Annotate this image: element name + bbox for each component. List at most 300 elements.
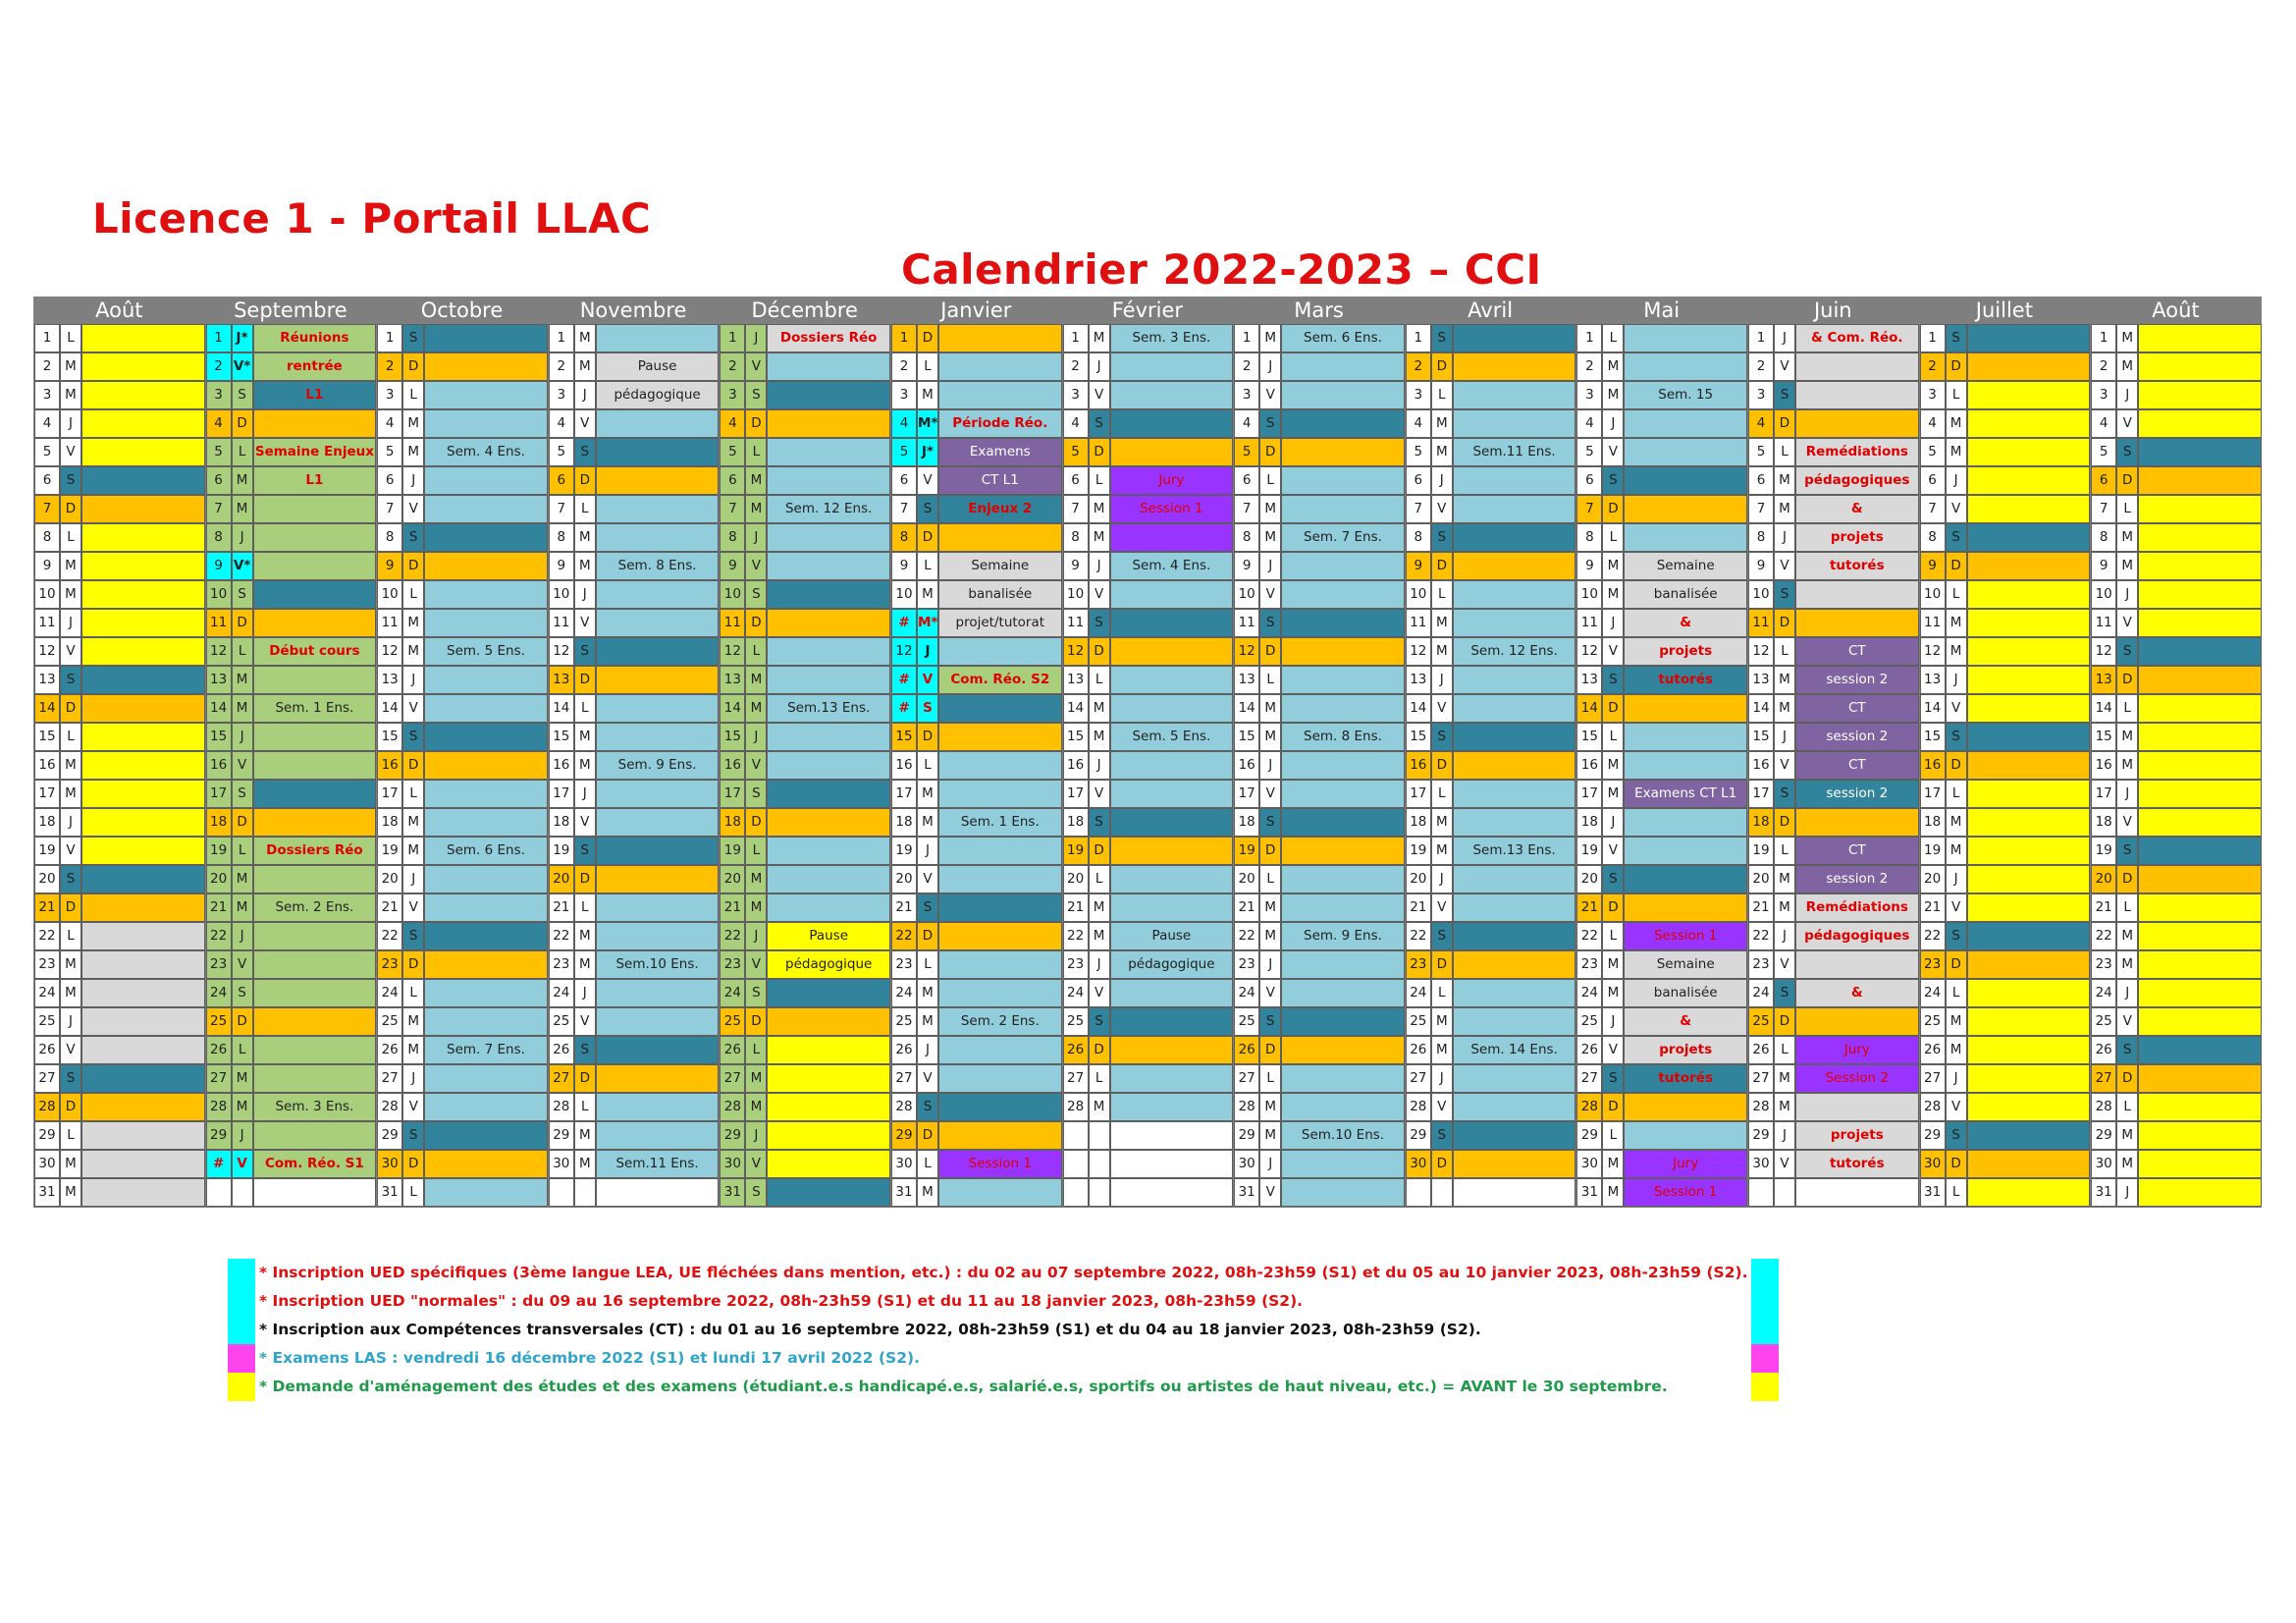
day-number: 4: [1576, 409, 1602, 438]
day-number: 23: [1063, 950, 1089, 979]
day-number: 11: [206, 609, 232, 637]
day-number: 3: [891, 381, 917, 409]
day-number: 24: [206, 979, 232, 1007]
calendar-cell: [1624, 466, 1747, 495]
day-number: 2: [1234, 352, 1259, 381]
weekday-letter: L: [1946, 381, 1967, 409]
calendar-cell: [1281, 666, 1405, 694]
calendar-entry: banalisée: [938, 580, 1062, 609]
calendar-cell: [1110, 381, 1234, 409]
day-number: 7: [549, 495, 574, 523]
day-number: 11: [1234, 609, 1259, 637]
calendar-entry: Sem. 1 Ens.: [253, 694, 377, 723]
weekday-letter: S: [2116, 637, 2138, 666]
weekday-letter: S: [574, 837, 596, 865]
weekday-letter: M: [1259, 922, 1281, 950]
day-number: 7: [1406, 495, 1431, 523]
weekday-letter: D: [402, 552, 424, 580]
day-number: 6: [1063, 466, 1089, 495]
calendar-entry: Sem. 3 Ens.: [253, 1093, 377, 1121]
weekday-letter: L: [2116, 495, 2138, 523]
day-number: 7: [891, 495, 917, 523]
calendar-entry: Remédiations: [1795, 438, 1919, 466]
weekday-letter: M: [1774, 666, 1795, 694]
day-number: 14: [34, 694, 60, 723]
weekday-letter: M: [745, 466, 767, 495]
calendar-cell: [1453, 666, 1576, 694]
calendar-cell: [1281, 381, 1405, 409]
day-number: 5: [1406, 438, 1431, 466]
weekday-letter: S: [574, 1036, 596, 1064]
calendar-entry: Sem. 4 Ens.: [424, 438, 548, 466]
weekday-letter: [1089, 1150, 1110, 1178]
day-number: 3: [720, 381, 745, 409]
day-number: 18: [1576, 808, 1602, 837]
calendar-cell: [424, 666, 548, 694]
day-number: 4: [549, 409, 574, 438]
weekday-letter: S: [1431, 723, 1453, 751]
day-number: 30: [1576, 1150, 1602, 1178]
weekday-letter: M: [574, 751, 596, 780]
weekday-letter: M: [1602, 580, 1624, 609]
day-number: 4: [1063, 409, 1089, 438]
weekday-letter: V: [1259, 381, 1281, 409]
calendar-cell: [596, 466, 720, 495]
weekday-letter: D: [60, 893, 81, 922]
legend-item: * Inscription aux Compétences transversales (CT) : du 01 au 16 septembre 2022, 08h-23h59 (S1) et du 04 au 18 janvier 2023, 08h-23h59 (S2).: [259, 1321, 1481, 1338]
calendar-entry: projets: [1624, 1036, 1747, 1064]
calendar-cell: [596, 922, 720, 950]
weekday-letter: D: [232, 609, 253, 637]
weekday-letter: M: [1602, 780, 1624, 808]
weekday-letter: S: [1089, 1007, 1110, 1036]
calendar-entry: Sem. 6 Ens.: [1281, 324, 1405, 352]
day-number: 24: [549, 979, 574, 1007]
day-number: 18: [549, 808, 574, 837]
calendar-entry: CT L1: [938, 466, 1062, 495]
calendar-entry: Sem. 3 Ens.: [1110, 324, 1234, 352]
weekday-letter: L: [917, 751, 938, 780]
weekday-letter: D: [574, 466, 596, 495]
weekday-letter: J: [2116, 780, 2138, 808]
day-number: 23: [720, 950, 745, 979]
weekday-letter: M: [1259, 1093, 1281, 1121]
day-number: 16: [34, 751, 60, 780]
calendar-entry: Sem. 14 Ens.: [1453, 1036, 1576, 1064]
weekday-letter: M: [2116, 751, 2138, 780]
calendar-entry: Semaine Enjeux: [253, 438, 377, 466]
calendar-entry: Sem.11 Ens.: [1453, 438, 1576, 466]
day-number: 1: [1234, 324, 1259, 352]
weekday-letter: M: [402, 808, 424, 837]
weekday-letter: J: [1431, 666, 1453, 694]
weekday-letter: L: [60, 324, 81, 352]
calendar-cell: [767, 1007, 890, 1036]
day-number: 18: [1920, 808, 1946, 837]
calendar-cell: [81, 438, 205, 466]
day-number: 30: [1234, 1150, 1259, 1178]
weekday-letter: S: [1946, 922, 1967, 950]
weekday-letter: M: [745, 865, 767, 893]
day-number: 23: [2091, 950, 2116, 979]
calendar-cell: [596, 1121, 720, 1150]
day-number: 5: [1576, 438, 1602, 466]
day-number: 29: [1234, 1121, 1259, 1150]
weekday-letter: D: [1259, 637, 1281, 666]
day-number: 2: [1406, 352, 1431, 381]
day-number: 6: [2091, 466, 2116, 495]
weekday-letter: D: [232, 409, 253, 438]
day-number: 15: [720, 723, 745, 751]
calendar-cell: [81, 666, 205, 694]
day-number: 10: [34, 580, 60, 609]
calendar-cell: [2138, 580, 2262, 609]
calendar-cell: [596, 609, 720, 637]
day-number: 23: [891, 950, 917, 979]
calendar-cell: [2138, 609, 2262, 637]
calendar-cell: [424, 609, 548, 637]
day-number: 23: [1406, 950, 1431, 979]
day-number: 10: [720, 580, 745, 609]
day-number: 24: [1234, 979, 1259, 1007]
calendar-cell: [596, 1007, 720, 1036]
weekday-letter: L: [1602, 1121, 1624, 1150]
calendar-cell: [938, 837, 1062, 865]
calendar-cell: [1967, 950, 2091, 979]
day-number: 19: [1920, 837, 1946, 865]
calendar-cell: [81, 723, 205, 751]
day-number: 21: [1063, 893, 1089, 922]
calendar-entry: Pause: [596, 352, 720, 381]
calendar-cell: [253, 780, 377, 808]
weekday-letter: J: [232, 922, 253, 950]
day-number: [1748, 1178, 1774, 1207]
day-number: 11: [1748, 609, 1774, 637]
day-number: 24: [1063, 979, 1089, 1007]
calendar-cell: [1281, 1036, 1405, 1064]
calendar-cell: [1453, 466, 1576, 495]
day-number: 22: [1406, 922, 1431, 950]
calendar-cell: [938, 979, 1062, 1007]
calendar-cell: [81, 381, 205, 409]
calendar-cell: [1281, 466, 1405, 495]
weekday-letter: J: [402, 666, 424, 694]
weekday-letter: M: [574, 552, 596, 580]
calendar-cell: [1281, 1007, 1405, 1036]
day-number: 27: [1234, 1064, 1259, 1093]
calendar-cell: [1453, 865, 1576, 893]
calendar-cell: [1967, 666, 2091, 694]
calendar-cell: [1795, 950, 1919, 979]
weekday-letter: D: [1259, 438, 1281, 466]
day-number: 10: [1748, 580, 1774, 609]
calendar-cell: [253, 808, 377, 837]
day-number: 28: [1920, 1093, 1946, 1121]
weekday-letter: V: [1946, 694, 1967, 723]
day-number: 30: [2091, 1150, 2116, 1178]
day-number: 29: [1576, 1121, 1602, 1150]
calendar-cell: [1281, 808, 1405, 837]
weekday-letter: D: [1431, 751, 1453, 780]
day-number: 11: [377, 609, 402, 637]
weekday-letter: L: [1946, 780, 1967, 808]
calendar-cell: [1281, 580, 1405, 609]
weekday-letter: D: [402, 950, 424, 979]
day-number: 27: [720, 1064, 745, 1093]
weekday-letter: J: [1946, 466, 1967, 495]
calendar-cell: [424, 1121, 548, 1150]
day-number: 28: [1748, 1093, 1774, 1121]
weekday-letter: D: [1431, 552, 1453, 580]
calendar-cell: [1795, 1007, 1919, 1036]
day-number: 12: [1576, 637, 1602, 666]
calendar-cell: [1624, 1121, 1747, 1150]
calendar-cell: [596, 780, 720, 808]
weekday-letter: S: [60, 466, 81, 495]
weekday-letter: M: [1602, 1178, 1624, 1207]
weekday-letter: V: [232, 950, 253, 979]
weekday-letter: V: [1089, 580, 1110, 609]
calendar-cell: [1110, 1150, 1234, 1178]
calendar-cell: [424, 466, 548, 495]
day-number: 26: [720, 1036, 745, 1064]
day-number: 1: [720, 324, 745, 352]
calendar-entry: session 2: [1795, 780, 1919, 808]
calendar-cell: [1967, 979, 2091, 1007]
calendar-entry: &: [1624, 609, 1747, 637]
day-number: 11: [2091, 609, 2116, 637]
weekday-letter: M: [1431, 1036, 1453, 1064]
weekday-letter: J: [2116, 381, 2138, 409]
weekday-letter: L: [1431, 381, 1453, 409]
weekday-letter: D: [917, 1121, 938, 1150]
weekday-letter: M: [1774, 495, 1795, 523]
day-number: 14: [2091, 694, 2116, 723]
day-number: 10: [1063, 580, 1089, 609]
day-number: 10: [206, 580, 232, 609]
weekday-letter: J: [1774, 922, 1795, 950]
calendar-cell: [81, 837, 205, 865]
calendar-cell: [81, 1093, 205, 1121]
calendar-entry: Sem. 9 Ens.: [1281, 922, 1405, 950]
calendar-cell: [1967, 580, 2091, 609]
weekday-letter: S: [745, 381, 767, 409]
calendar-cell: [1110, 1064, 1234, 1093]
weekday-letter: M: [60, 950, 81, 979]
legend-color-swatch-left: [228, 1373, 255, 1401]
calendar-entry: Sem. 6 Ens.: [424, 837, 548, 865]
weekday-letter: M: [745, 1064, 767, 1093]
calendar-cell: [1110, 1007, 1234, 1036]
calendar-cell: [2138, 1007, 2262, 1036]
calendar-cell: [1795, 1093, 1919, 1121]
day-number: 3: [206, 381, 232, 409]
weekday-letter: J: [574, 381, 596, 409]
day-number: 26: [206, 1036, 232, 1064]
weekday-letter: D: [1259, 837, 1281, 865]
day-number: 18: [891, 808, 917, 837]
calendar-cell: [1453, 1178, 1576, 1207]
calendar-cell: [1967, 495, 2091, 523]
weekday-letter: D: [917, 723, 938, 751]
calendar-cell: [1110, 979, 1234, 1007]
calendar-cell: [596, 865, 720, 893]
day-number: 4: [2091, 409, 2116, 438]
day-number: 21: [720, 893, 745, 922]
day-number: 3: [2091, 381, 2116, 409]
weekday-letter: J: [1774, 324, 1795, 352]
day-number: 31: [720, 1178, 745, 1207]
calendar-entry: Examens CT L1: [1624, 780, 1747, 808]
day-number: 20: [1406, 865, 1431, 893]
calendar-cell: [1453, 324, 1576, 352]
calendar-cell: [253, 666, 377, 694]
day-number: 14: [206, 694, 232, 723]
weekday-letter: M: [232, 1093, 253, 1121]
weekday-letter: L: [1089, 1064, 1110, 1093]
day-number: 21: [1406, 893, 1431, 922]
day-number: 7: [720, 495, 745, 523]
weekday-letter: M: [232, 1064, 253, 1093]
weekday-letter: M: [1089, 893, 1110, 922]
day-number: 3: [1748, 381, 1774, 409]
calendar-cell: [1967, 609, 2091, 637]
weekday-letter: D: [745, 1007, 767, 1036]
calendar-cell: [424, 1093, 548, 1121]
weekday-letter: L: [2116, 1093, 2138, 1121]
calendar-cell: [2138, 780, 2262, 808]
legend-color-swatch-right: [1751, 1287, 1779, 1316]
day-number: 17: [1748, 780, 1774, 808]
calendar-cell: [1453, 950, 1576, 979]
weekday-letter: D: [1089, 837, 1110, 865]
calendar-cell: [2138, 950, 2262, 979]
weekday-letter: L: [1259, 865, 1281, 893]
calendar-cell: [1281, 694, 1405, 723]
weekday-letter: S: [2116, 1036, 2138, 1064]
calendar-cell: [1110, 808, 1234, 837]
weekday-letter: L: [402, 979, 424, 1007]
calendar-cell: [1453, 552, 1576, 580]
calendar-cell: [1453, 808, 1576, 837]
day-number: 18: [1234, 808, 1259, 837]
calendar-cell: [424, 694, 548, 723]
day-number: 2: [720, 352, 745, 381]
calendar-cell: [1281, 1093, 1405, 1121]
day-number: 14: [1406, 694, 1431, 723]
day-number: 21: [1234, 893, 1259, 922]
day-number: 25: [1576, 1007, 1602, 1036]
day-number: 9: [1576, 552, 1602, 580]
weekday-letter: J: [745, 922, 767, 950]
day-number: 7: [34, 495, 60, 523]
calendar-cell: [1110, 694, 1234, 723]
weekday-letter: M: [402, 438, 424, 466]
calendar-cell: [253, 409, 377, 438]
weekday-letter: V: [60, 637, 81, 666]
weekday-letter: J: [1089, 950, 1110, 979]
day-number: 6: [377, 466, 402, 495]
day-number: 23: [1234, 950, 1259, 979]
weekday-letter: S: [574, 637, 596, 666]
calendar-cell: [253, 552, 377, 580]
weekday-letter: V*: [232, 552, 253, 580]
calendar-cell: [1624, 751, 1747, 780]
day-number: 15: [1576, 723, 1602, 751]
day-number: 15: [549, 723, 574, 751]
weekday-letter: J: [1089, 751, 1110, 780]
weekday-letter: J: [232, 1121, 253, 1150]
day-number: 13: [1576, 666, 1602, 694]
calendar-cell: [938, 893, 1062, 922]
calendar-cell: [767, 837, 890, 865]
month-header-6: Janvier: [940, 298, 1012, 322]
day-number: 18: [720, 808, 745, 837]
calendar-cell: [1110, 352, 1234, 381]
day-number: 21: [2091, 893, 2116, 922]
day-number: 3: [1234, 381, 1259, 409]
day-number: 26: [34, 1036, 60, 1064]
weekday-letter: D: [1602, 893, 1624, 922]
weekday-letter: M: [917, 1178, 938, 1207]
weekday-letter: S: [1259, 808, 1281, 837]
calendar-cell: [1624, 495, 1747, 523]
calendar-cell: [253, 580, 377, 609]
weekday-letter: L: [1602, 523, 1624, 552]
day-number: 5: [1748, 438, 1774, 466]
day-number: #: [891, 666, 917, 694]
weekday-letter: J: [402, 865, 424, 893]
day-number: 16: [377, 751, 402, 780]
weekday-letter: J: [1602, 1007, 1624, 1036]
calendar-cell: [596, 438, 720, 466]
calendar-cell: [1453, 1150, 1576, 1178]
day-number: 1: [1406, 324, 1431, 352]
calendar-entry: Période Réo.: [938, 409, 1062, 438]
day-number: 20: [720, 865, 745, 893]
day-number: 28: [891, 1093, 917, 1121]
calendar-entry: CT: [1795, 751, 1919, 780]
weekday-letter: S: [1774, 979, 1795, 1007]
day-number: 5: [891, 438, 917, 466]
day-number: 3: [549, 381, 574, 409]
calendar-entry: Session 2: [1795, 1064, 1919, 1093]
day-number: 20: [1920, 865, 1946, 893]
weekday-letter: L: [574, 694, 596, 723]
calendar-cell: [1453, 922, 1576, 950]
calendar-cell: [1453, 352, 1576, 381]
day-number: 16: [1920, 751, 1946, 780]
weekday-letter: D: [1946, 751, 1967, 780]
day-number: 28: [720, 1093, 745, 1121]
day-number: 28: [1576, 1093, 1602, 1121]
day-number: 24: [891, 979, 917, 1007]
weekday-letter: M: [60, 979, 81, 1007]
day-number: 1: [34, 324, 60, 352]
calendar-cell: [1281, 438, 1405, 466]
calendar-cell: [253, 979, 377, 1007]
calendar-entry: CT: [1795, 837, 1919, 865]
day-number: 24: [1748, 979, 1774, 1007]
calendar-cell: [81, 409, 205, 438]
calendar-cell: [767, 723, 890, 751]
weekday-letter: J: [574, 580, 596, 609]
calendar-entry: pédagogiques: [1795, 466, 1919, 495]
calendar-cell: [424, 552, 548, 580]
weekday-letter: J: [1089, 352, 1110, 381]
day-number: 17: [377, 780, 402, 808]
day-number: 10: [1406, 580, 1431, 609]
